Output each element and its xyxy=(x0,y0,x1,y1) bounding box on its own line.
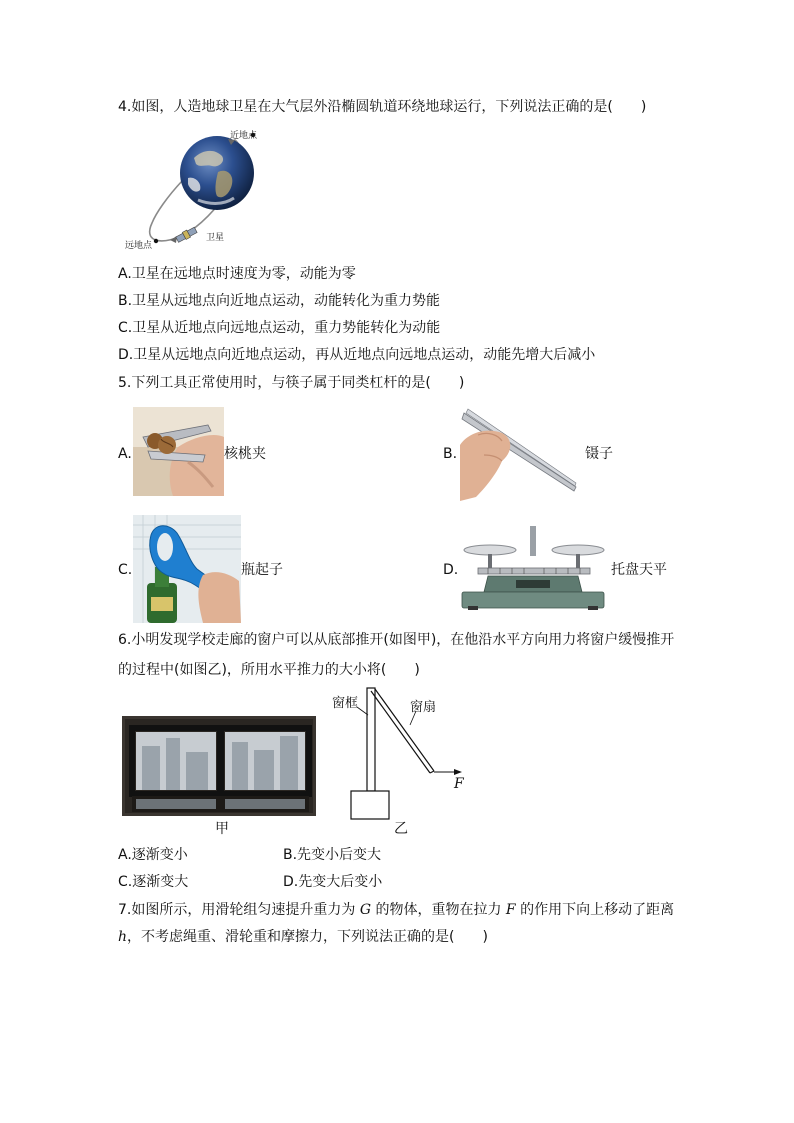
question-7-stem-line1 xyxy=(118,901,674,919)
q6-option-b: B.先变小后变大 xyxy=(283,847,382,863)
window-diagram-yi xyxy=(330,685,470,825)
frame-label: 窗框 xyxy=(332,696,359,711)
figure-jia-label: 甲 xyxy=(215,821,229,837)
force-label: F xyxy=(454,776,464,792)
satellite-label: 卫星 xyxy=(206,233,225,243)
walnut-cracker-photo xyxy=(133,407,224,496)
q7-text-rest: ，不考虑绳重、滑轮重和摩擦力，下列说法正确的是( ) xyxy=(127,929,488,945)
q5-option-c-name: 瓶起子 xyxy=(241,562,283,578)
q5-option-b-letter: B. xyxy=(443,446,458,462)
balance-photo xyxy=(458,520,608,612)
q7-var-f: F xyxy=(505,902,516,918)
q5-option-d-letter: D. xyxy=(443,562,459,578)
question-6-stem-line1: 6.小明发现学校走廊的窗户可以从底部推开(如图甲)，在他沿水平方向用力将窗户缓慢推开 xyxy=(118,632,675,648)
question-7-stem-line2 xyxy=(118,928,488,946)
q6-option-a: A.逐渐变小 xyxy=(118,847,188,863)
figure-yi-label: 乙 xyxy=(394,821,408,837)
q7-text-b: 的物体，重物在拉力 xyxy=(371,902,506,918)
window-photo-jia xyxy=(122,716,316,816)
q7-text-c: 的作用下向上移动了距离 xyxy=(515,902,675,918)
q5-option-a-letter: A. xyxy=(118,446,132,462)
q5-option-c-letter: C. xyxy=(118,562,133,578)
q5-option-b-name: 镊子 xyxy=(585,446,613,462)
bottle-opener-photo xyxy=(133,515,241,623)
q4-option-b: B.卫星从远地点向近地点运动，动能转化为重力势能 xyxy=(118,293,441,309)
satellite-orbit-figure xyxy=(122,128,262,250)
apogee-label: 远地点 xyxy=(125,241,153,251)
tweezers-photo xyxy=(458,405,578,504)
q7-var-g: G xyxy=(359,902,371,918)
q5-option-a-name: 核桃夹 xyxy=(224,446,266,462)
q4-option-d: D.卫星从远地点向近地点运动，再从近地点向远地点运动，动能先增大后减小 xyxy=(118,347,596,363)
q4-option-c: C.卫星从近地点向远地点运动，重力势能转化为动能 xyxy=(118,320,441,336)
q7-var-h: h xyxy=(118,929,128,945)
perigee-label: 近地点 xyxy=(230,131,258,141)
sash-label: 窗扇 xyxy=(410,700,437,715)
q5-option-d-name: 托盘天平 xyxy=(611,562,667,578)
q7-text-a: 7.如图所示，用滑轮组匀速提升重力为 xyxy=(118,902,360,918)
q6-option-c: C.逐渐变大 xyxy=(118,874,189,890)
q4-option-a: A.卫星在远地点时速度为零，动能为零 xyxy=(118,266,356,282)
question-4-stem: 4.如图，人造地球卫星在大气层外沿椭圆轨道环绕地球运行，下列说法正确的是( ) xyxy=(118,99,647,115)
question-6-stem-line2: 的过程中(如图乙)，所用水平推力的大小将( ) xyxy=(118,662,420,678)
q6-option-d: D.先变大后变小 xyxy=(283,874,383,890)
question-5-stem: 5.下列工具正常使用时，与筷子属于同类杠杆的是( ) xyxy=(118,375,465,391)
